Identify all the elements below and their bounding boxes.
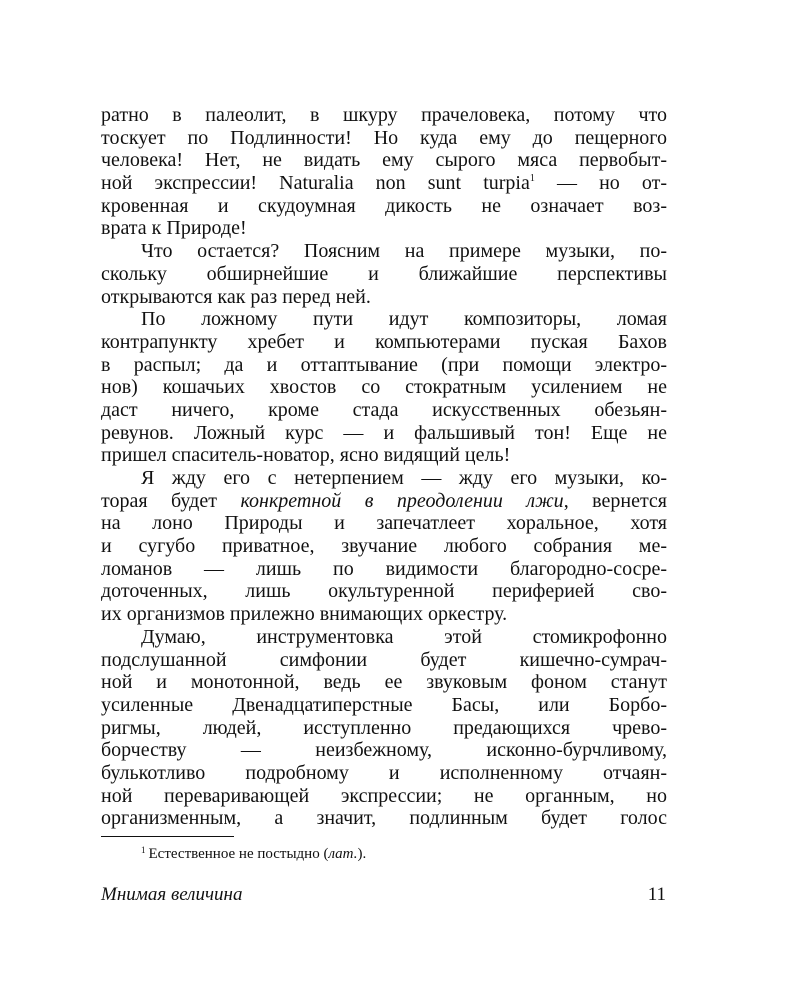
paragraph-start-line: Думаю, инструментовка этой стомикрофонно — [141, 625, 667, 648]
text-line: на лоно Природы и запечатлеет хоральное, хотя — [101, 512, 667, 535]
footnote-reference: 1 — [529, 173, 535, 185]
text-line: открываются как раз перед ней. — [101, 285, 371, 308]
text-fragment: , вернется — [563, 489, 667, 512]
text-fragment: торая будет — [101, 489, 217, 512]
text-line: борчеству — неизбежному, исконно-бурчливому, — [101, 739, 667, 762]
text-line: скольку обширнейшие и ближайшие перспективы — [101, 262, 667, 285]
text-line: ной и монотонной, ведь ее звуковым фоном станут — [101, 671, 667, 694]
running-footer-title: Мнимая величина — [101, 884, 243, 905]
text-line: ратно в палеолит, в шкуру прачеловека, потому что — [101, 104, 667, 126]
text-line: кровенная и скудоумная дикость не означает воз- — [101, 194, 667, 217]
text-line: пришел спаситель-новатор, ясно видящий цель! — [101, 444, 511, 467]
text-line: нов) кошачьих хвостов со стократным усилением не — [101, 376, 667, 399]
footnote-divider — [101, 836, 234, 837]
text-line: тоскует по Подлинности! Но куда ему до пещерного — [101, 126, 667, 149]
text-line — [101, 490, 667, 513]
page-number: 11 — [647, 884, 666, 905]
text-line: в распыл; да и оттаптывание (при помощи электро- — [101, 353, 667, 376]
text-line: и сугубо приватное, звучание любого собрания ме- — [101, 535, 667, 558]
text-line: ревунов. Ложный курс — и фальшивый тон! Еще не — [101, 421, 667, 444]
text-line: даст ничего, кроме стада искусственных обезьян- — [101, 398, 667, 421]
text-line: ломанов — лишь по видимости благородно-сосре- — [101, 557, 667, 580]
text-line: организменным, а значит, подлинным будет голос — [101, 807, 667, 830]
text-line: ригмы, людей, исступленно предающихся чрево- — [101, 716, 667, 739]
text-fragment: — но от- — [556, 172, 667, 195]
paragraph-start-line: Что остается? Поясним на примере музыки, по- — [141, 240, 667, 263]
footnote-marker: 1 — [141, 845, 146, 855]
main-text — [101, 104, 667, 830]
paragraph-start-line: Я жду его с нетерпением — жду его музыки, ко- — [141, 467, 667, 489]
text-line: подслушанной симфонии будет кишечно-сумрач- — [101, 648, 667, 671]
text-line: врата к Природе! — [101, 217, 247, 240]
footnote-close: ). — [357, 846, 367, 862]
text-line: человека! Нет, не видать ему сырого мяса первобыт- — [101, 149, 667, 172]
footnote-language: лат. — [328, 846, 358, 862]
text-line: контрапункту хребет и компьютерами пуская Бахов — [101, 330, 667, 353]
text-line — [101, 172, 667, 195]
italic-emphasis: конкретной в преодолении лжи — [240, 489, 564, 512]
text-line: усиленные Двенадцатиперстные Басы, или Борбо- — [101, 693, 667, 716]
text-fragment: ной экспрессии! Naturalia non sunt turpia — [101, 172, 530, 195]
paragraph-start-line: По ложному пути идут композиторы, ломая — [141, 308, 667, 331]
footnote-text: Естественное не постыдно ( — [148, 846, 329, 862]
text-line: доточенных, лишь окультуренной периферией сво- — [101, 580, 667, 603]
text-line: ной переваривающей экспрессии; не органным, но — [101, 784, 667, 807]
text-line: их организмов прилежно внимающих оркестру. — [101, 603, 508, 626]
footnote — [141, 845, 366, 863]
text-line: булькотливо подробному и исполненному отчаян- — [101, 761, 667, 784]
